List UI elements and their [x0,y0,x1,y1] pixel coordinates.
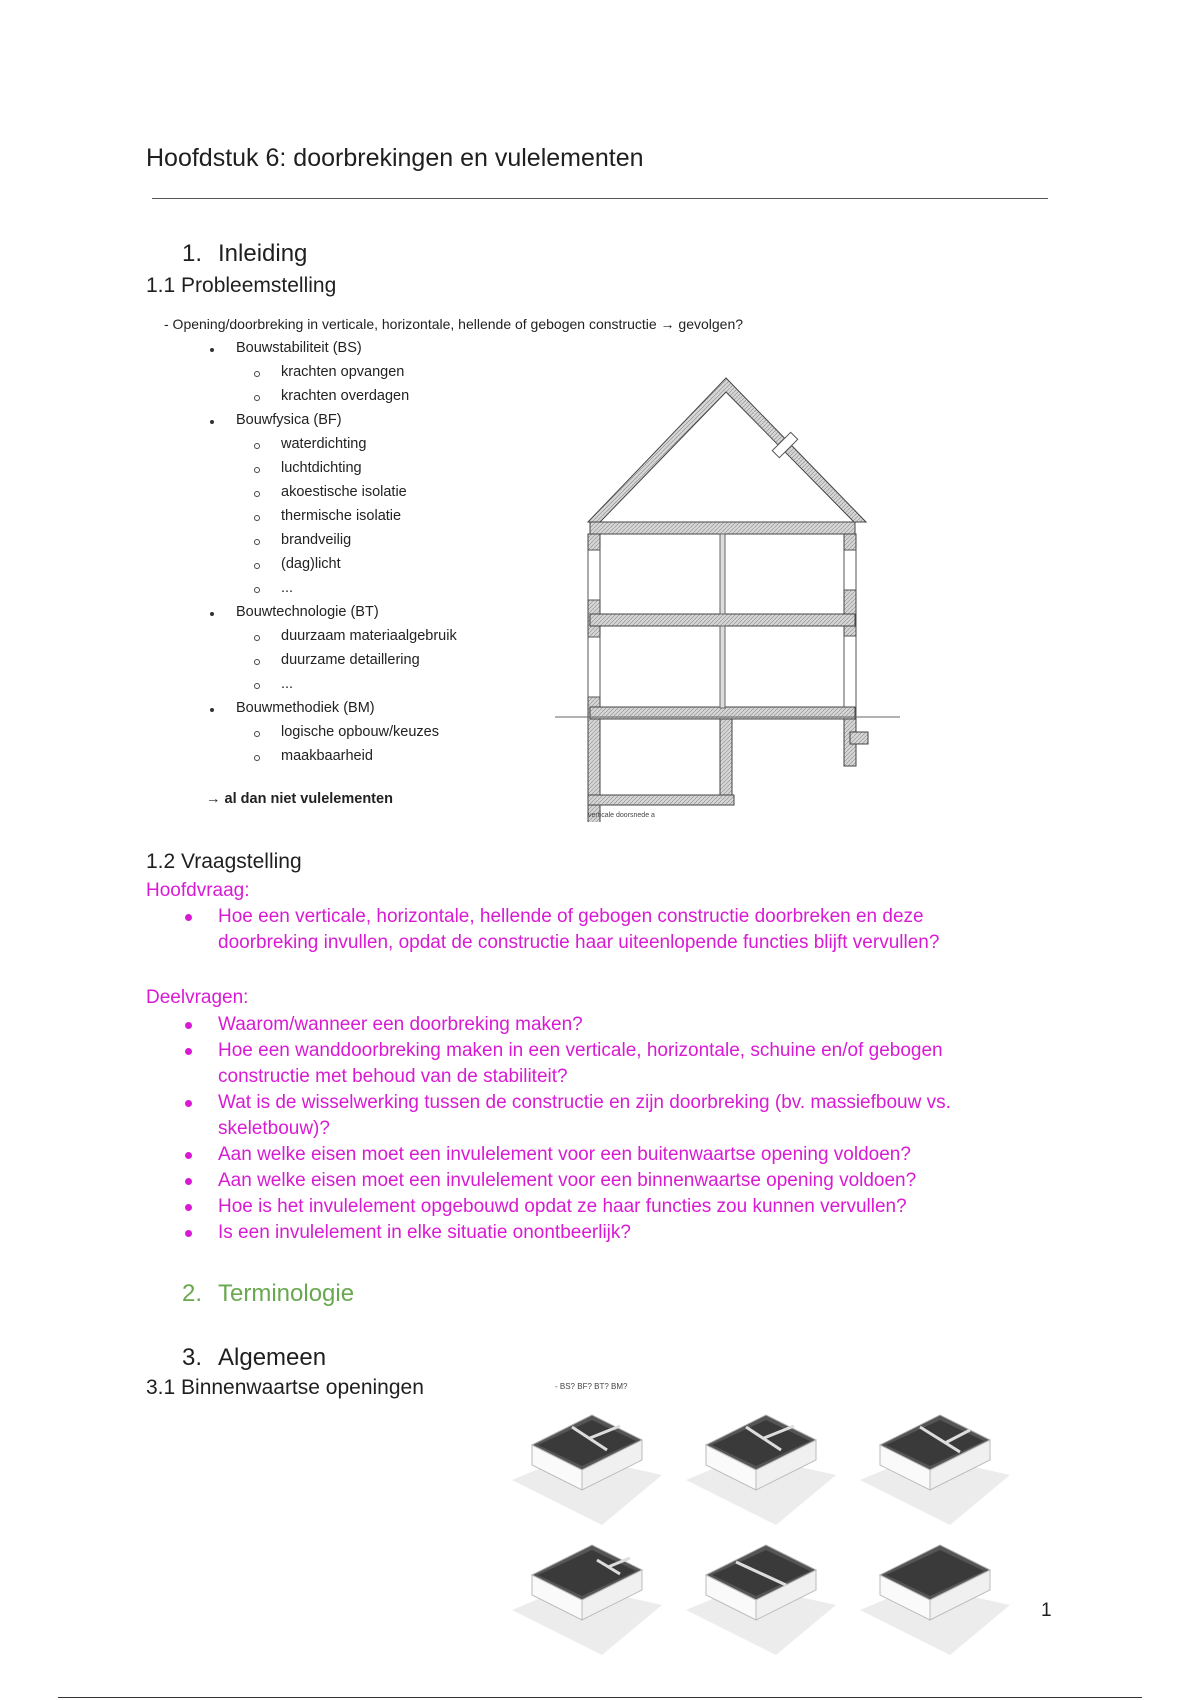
aspect-label: Bouwfysica (BF) [236,412,342,428]
room-model [860,1530,1010,1660]
deelvraag-bullet [185,1152,192,1159]
deelvraag-bullet [185,1048,192,1055]
section-2-number: 2. [182,1280,203,1307]
sub-bullet [254,731,260,737]
page-number: 1 [1041,1600,1052,1621]
hoofdvraag-line-2: doorbreking invullen, opdat de constructie haar uiteenlopende functies blijft vervullen? [218,932,940,953]
subsection-1-2-heading: 1.2 Vraagstelling [146,850,302,873]
aspect-label: Bouwmethodiek (BM) [236,700,375,716]
title-divider [152,198,1048,199]
figure-caption: verticale doorsnede a [588,812,655,819]
aspect-item: ... [281,580,294,596]
aspect-item: maakbaarheid [281,748,373,764]
section-1-label: Inleiding [218,240,308,267]
deelvraag-bullet [185,1178,192,1185]
deelvraag-line: Is een invulelement in elke situatie onontbeerlijk? [218,1222,631,1243]
aspect-item: ... [281,676,294,692]
aspect-item: waterdichting [281,436,367,452]
sub-bullet [254,515,260,521]
aspect-item: luchtdichting [281,460,362,476]
sub-bullet [254,587,260,593]
page-bottom-rule [58,1697,1142,1698]
section-2-heading [182,1280,354,1308]
conclusion-line: → al dan niet vulelementen [206,791,393,807]
subsection-3-1-heading: 3.1 Binnenwaartse openingen [146,1376,424,1399]
aspect-item: duurzame detaillering [281,652,420,668]
sub-bullet [254,683,260,689]
subsection-1-1-heading: 1.1 Probleemstelling [146,274,337,297]
deelvraag-line: Hoe is het invulelement opgebouwd opdat ze haar functies zou kunnen vervullen? [218,1196,907,1217]
aspect-bullet [210,612,214,616]
deelvraag-line: skeletbouw)? [218,1118,330,1139]
aspect-label: Bouwstabiliteit (BS) [236,340,362,356]
sub-bullet [254,539,260,545]
hoofdvraag-line-1: Hoe een verticale, horizontale, hellende of gebogen constructie doorbreken en deze [218,906,924,927]
page-title: Hoofdstuk 6: doorbrekingen en vulelementen [146,144,644,172]
deelvraag-line: constructie met behoud van de stabiliteit? [218,1066,568,1087]
deelvraag-bullet [185,1100,192,1107]
house-section-drawing [550,372,910,822]
room-model [860,1400,1010,1530]
deelvraag-line: Wat is de wisselwerking tussen de constructie en zijn doorbreking (bv. massiefbouw vs. [218,1092,951,1113]
sub-bullet [254,395,260,401]
aspect-item: akoestische isolatie [281,484,407,500]
aspect-item: thermische isolatie [281,508,402,524]
aspect-item: krachten overdagen [281,388,410,404]
intro-line: - Opening/doorbreking in verticale, horizontale, hellende of gebogen constructie → gevolgen? [164,316,744,332]
hoofdvraag-bullet [185,914,192,921]
sub-bullet [254,659,260,665]
sub-bullet [254,635,260,641]
section-3-number: 3. [182,1344,203,1371]
room-model [686,1400,836,1530]
sub-bullet [254,371,260,377]
room-model [686,1530,836,1660]
deelvraag-line: Aan welke eisen moet een invulelement voor een binnenwaartse opening voldoen? [218,1170,917,1191]
deelvraag-bullet [185,1022,192,1029]
aspect-item: (dag)licht [281,556,341,572]
sub-bullet [254,563,260,569]
deelvraag-line: Waarom/wanneer een doorbreking maken? [218,1014,583,1035]
section-3-label: Algemeen [218,1344,327,1371]
section-2-label: Terminologie [218,1280,355,1307]
aspect-item: brandveilig [281,532,352,548]
sub-bullet [254,443,260,449]
aspect-label: Bouwtechnologie (BT) [236,604,379,620]
aspect-bullet [210,420,214,424]
sub-bullet [254,755,260,761]
room-model [512,1530,662,1660]
deelvraag-bullet [185,1204,192,1211]
aspect-bullet [210,708,214,712]
deelvraag-line: Aan welke eisen moet een invulelement voor een buitenwaartse opening voldoen? [218,1144,911,1165]
section-1-heading [182,240,307,268]
section-3-heading [182,1344,326,1372]
sub-bullet [254,467,260,473]
room-model [512,1400,662,1530]
aspect-item: krachten opvangen [281,364,405,380]
section-1-number: 1. [182,240,203,267]
aspect-item: logische opbouw/keuzes [281,724,439,740]
deelvraag-bullet [185,1230,192,1237]
deelvragen-label: Deelvragen: [146,987,249,1008]
hoofdvraag-label: Hoofdvraag: [146,880,250,901]
aspect-item: duurzaam materiaalgebruik [281,628,457,644]
deelvraag-line: Hoe een wanddoorbreking maken in een verticale, horizontale, schuine en/of gebogen [218,1040,943,1061]
aspect-bullet [210,348,214,352]
sub-bullet [254,491,260,497]
boxes-caption: - BS? BF? BT? BM? [555,1382,628,1391]
